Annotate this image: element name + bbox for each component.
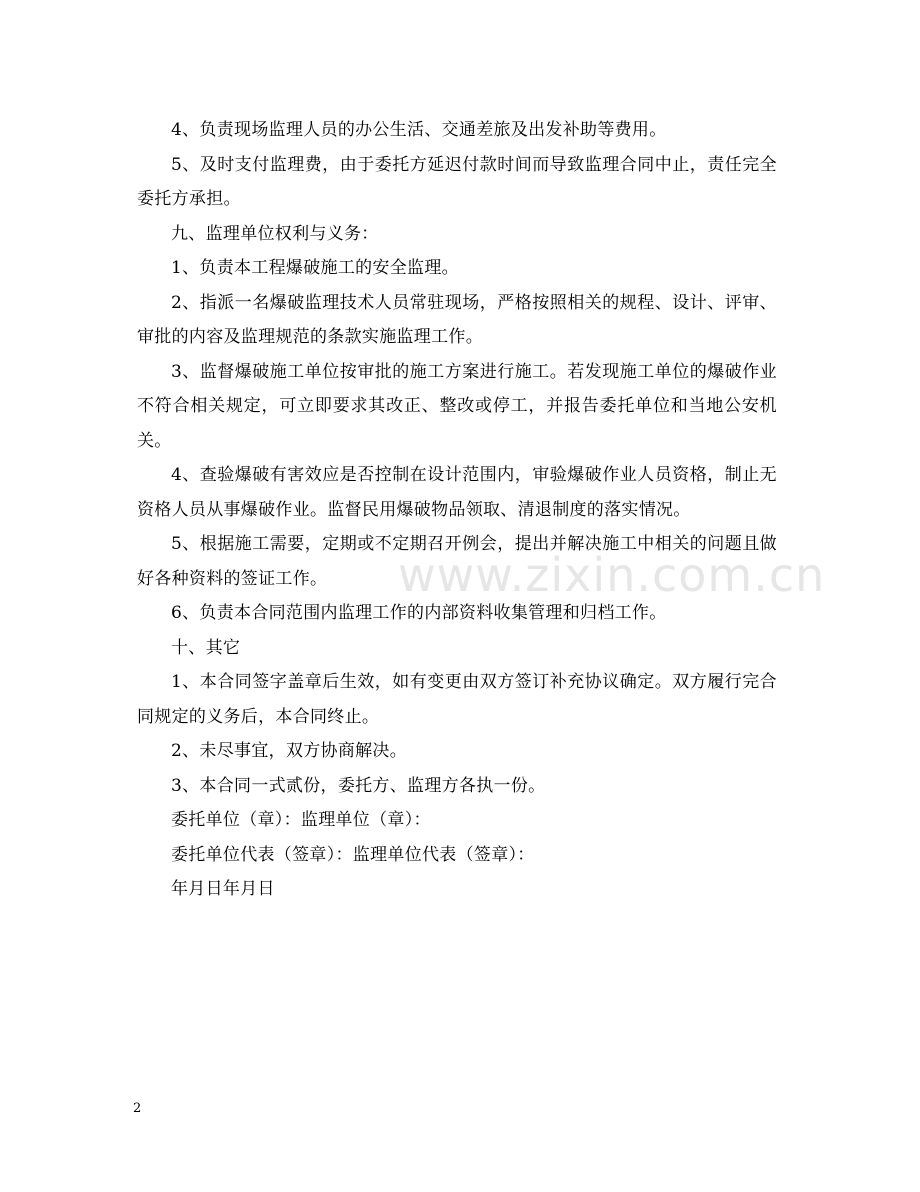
paragraph-1: 4、负责现场监理人员的办公生活、交通差旅及出发补助等费用。 <box>171 120 667 140</box>
paragraph-7: 4、查验爆破有害效应是否控制在设计范围内，审验爆破作业人员资格，制止无资格人员从事爆破作业。监督民用爆破物品领取、清退制度的落实情况。 <box>137 465 777 520</box>
section-heading-9: 九、监理单位权利与义务： <box>171 223 379 244</box>
paragraph-6: 3、监督爆破施工单位按审批的施工方案进行施工。若发现施工单位的爆破作业不符合相关规定，可立即要求其改正、整改或停工，并报告委托单位和当地公安机关。 <box>137 361 777 451</box>
paragraph-9: 6、负责本合同范围内监理工作的内部资料收集管理和归档工作。 <box>171 603 667 623</box>
watermark: www.zixin.com.cn <box>398 548 826 602</box>
section-heading-10: 十、其它 <box>171 637 241 658</box>
paragraph-11: 1、本合同签字盖章后生效，如有变更由双方签订补充协议确定。双方履行完合同规定的义务后，本合同终止。 <box>137 672 777 727</box>
body-text <box>137 113 777 907</box>
paragraph-2: 5、及时支付监理费，由于委托方延迟付款时间而导致监理合同中止，责任完全委托方承担。 <box>137 154 777 209</box>
paragraph-5: 2、指派一名爆破监理技术人员常驻现场，严格按照相关的规程、设计、评审、审批的内容及监理规范的条款实施监理工作。 <box>137 292 777 347</box>
signature-seal-line: 委托单位（章）：监理单位（章）： <box>171 810 431 830</box>
signature-representative-line: 委托单位代表（签章）：监理单位代表（签章）： <box>171 844 535 865</box>
paragraph-12: 2、未尽事宜，双方协商解决。 <box>171 741 408 761</box>
page-number: 2 <box>133 1101 142 1116</box>
paragraph-8: 5、根据施工需要，定期或不定期召开例会，提出并解决施工中相关的问题且做好各种资料的签证工作。 <box>137 534 777 589</box>
paragraph-4: 1、负责本工程爆破施工的安全监理。 <box>171 258 459 278</box>
date-line: 年月日年月日 <box>171 879 275 899</box>
paragraph-13: 3、本合同一式贰份，委托方、监理方各执一份。 <box>171 775 546 796</box>
